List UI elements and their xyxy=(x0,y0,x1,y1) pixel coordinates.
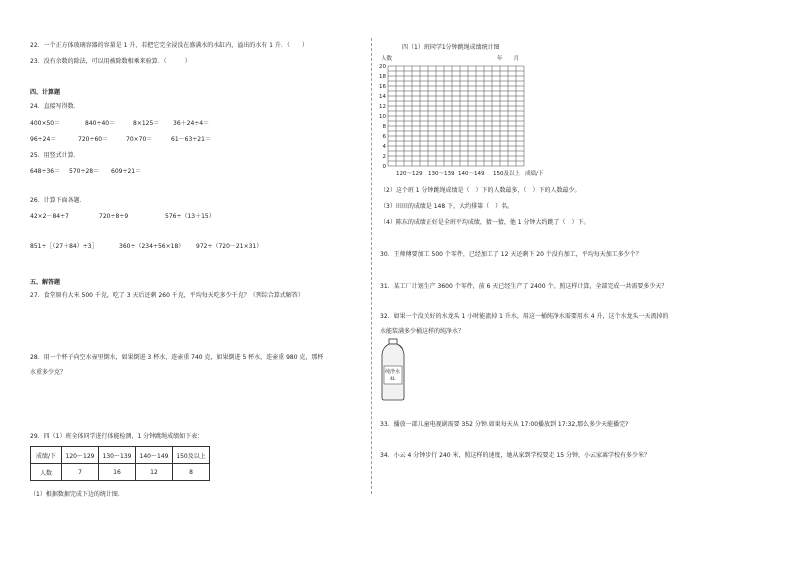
q24-item: 720÷60＝ xyxy=(78,136,109,143)
q24-item: 8×125＝ xyxy=(133,120,160,127)
question-29-part4: （4）陈东的成绩正好是全班平均成绩，猜一猜，他 1 分钟大约跳了（ ）下。 xyxy=(380,219,590,226)
x-tick-label: 130～139 xyxy=(428,171,455,177)
chart-y-axis-label: 人数 xyxy=(381,56,393,62)
table-cell: 7 xyxy=(62,464,99,481)
bottle-volume: 4L xyxy=(390,377,396,382)
y-tick-label: 12 xyxy=(379,104,386,110)
question-29-part1: （1）根据数据完成下边的统计图． xyxy=(30,491,124,498)
q25-item: 648÷36＝ xyxy=(30,168,61,175)
y-tick-label: 6 xyxy=(382,134,386,140)
question-26: 26．计算下面各题． xyxy=(30,197,86,204)
section-5-heading: 五、解答题 xyxy=(30,279,61,286)
q26-item: 851÷［（27＋84）÷3］ xyxy=(30,243,98,250)
question-34: 34．小云 4 分钟步行 240 米，照这样的速度，她从家到学校要走 15 分钟，小云家离学校有多少米？ xyxy=(380,452,650,459)
table-cell: 120～129 xyxy=(62,447,99,464)
question-32-cont: 水能装满多少桶这样的纯净水？ xyxy=(380,328,465,335)
question-29-part2: （2）这个班 1 分钟跳绳成绩是（ ）下的人数最多，（ ）下的人数最少。 xyxy=(380,187,581,194)
q24-item: 36＋24÷4＝ xyxy=(173,120,210,127)
q26-item: 720÷8÷9 xyxy=(99,213,129,220)
question-25: 25．用竖式计算． xyxy=(30,152,80,159)
table-cell: 12 xyxy=(136,464,173,481)
question-31: 31．某工厂计划生产 3600 个零件，前 6 天已经生产了 2400 个。照这样计算，全部完成一共需要多少天？ xyxy=(380,283,668,290)
table-cell: 8 xyxy=(173,464,210,481)
y-tick-label: 20 xyxy=(379,64,386,70)
q24-item: 61－63÷21＝ xyxy=(171,136,211,143)
section-4-heading: 四、计算题 xyxy=(30,89,61,96)
q25-item: 609÷21＝ xyxy=(111,168,142,175)
question-27: 27．食堂原有大米 500 千克，吃了 3 天后还剩 260 千克，平均每天吃多少千克？（列综合算式解答） xyxy=(30,292,304,299)
question-33: 33．播放一部儿童电视剧需要 352 分钟.如果每天从 17:00播放到 17:32,那么多少天能播完? xyxy=(380,421,629,428)
bottle-label: 纯净水 xyxy=(385,369,401,375)
y-tick-label: 14 xyxy=(379,94,386,100)
table-cell: 成绩/下 xyxy=(31,447,62,464)
y-tick-label: 10 xyxy=(379,114,386,120)
question-32: 32．如果一个没关好的水龙头 1 小时能流掉 1 升水，用这一桶纯净水需要用水 4 升，这个水龙头一天流掉的 xyxy=(380,313,669,320)
x-axis-label: 成绩/下 xyxy=(525,171,544,177)
question-29-part3: （3）田田的成绩是 148 下，大约排第（ ）名。 xyxy=(380,203,514,210)
y-tick-label: 18 xyxy=(379,74,386,80)
question-23: 23．没有余数的除法，可以用被除数相乘来验算．（ ） xyxy=(30,58,191,65)
q26-item: 360÷（234÷56×18） xyxy=(119,243,185,250)
q24-item: 400×50＝ xyxy=(30,120,61,127)
table-row xyxy=(31,464,210,481)
q25-item: 570÷28＝ xyxy=(69,168,100,175)
q24-item: 96÷24＝ xyxy=(30,136,57,143)
table-header-row xyxy=(31,447,210,464)
column-divider xyxy=(371,38,372,494)
question-24: 24．直接写得数． xyxy=(30,103,80,110)
x-tick-label: 140～149 xyxy=(458,171,485,177)
y-tick-label: 16 xyxy=(379,84,386,90)
score-table xyxy=(30,446,210,481)
question-28: 28．用一个杯子向空水壶里倒水，如果倒进 3 杯水，连壶重 740 克，如果倒进 5 杯水，连壶重 980 克，那杯 xyxy=(30,354,324,361)
q26-item: 42×2－84÷7 xyxy=(30,213,69,220)
chart-title: 四（1）班同学1分钟跳绳成绩统计图 xyxy=(402,44,500,51)
question-29: 29．四（1）班全体同学进行体能检测，1 分钟跳绳成绩如下表： xyxy=(30,433,204,440)
x-tick-label: 120～129 xyxy=(396,171,423,177)
table-cell: 人数 xyxy=(31,464,62,481)
question-28-cont: 水重多少克？ xyxy=(30,369,67,376)
x-tick-label: 150及以上 xyxy=(493,171,520,177)
q26-item: 972÷（720－21×31） xyxy=(196,243,263,250)
chart-date-label: 年 月 xyxy=(497,56,520,62)
y-tick-label: 4 xyxy=(382,144,386,150)
y-tick-label: 0 xyxy=(382,164,386,170)
table-cell: 140～149 xyxy=(136,447,173,464)
y-tick-label: 8 xyxy=(382,124,386,130)
table-cell: 150及以上 xyxy=(173,447,210,464)
q24-item: 840÷40＝ xyxy=(85,120,116,127)
q24-item: 70×70＝ xyxy=(126,136,153,143)
question-22: 22．一个正方体玻璃容器的容量是 1 升，若把它完全浸没在盛满水的水缸内，溢出的水有 1 升．（ ） xyxy=(30,42,308,49)
y-tick-label: 2 xyxy=(382,154,386,160)
q26-item: 576÷（13＋15） xyxy=(165,213,215,220)
table-cell: 130～139 xyxy=(99,447,136,464)
table-cell: 16 xyxy=(99,464,136,481)
question-30: 30．王师傅要加工 500 个零件，已经加工了 12 天还剩下 20 个没有加工，平均每天加工多少个？ xyxy=(380,251,642,258)
chart-canvas xyxy=(374,62,544,180)
